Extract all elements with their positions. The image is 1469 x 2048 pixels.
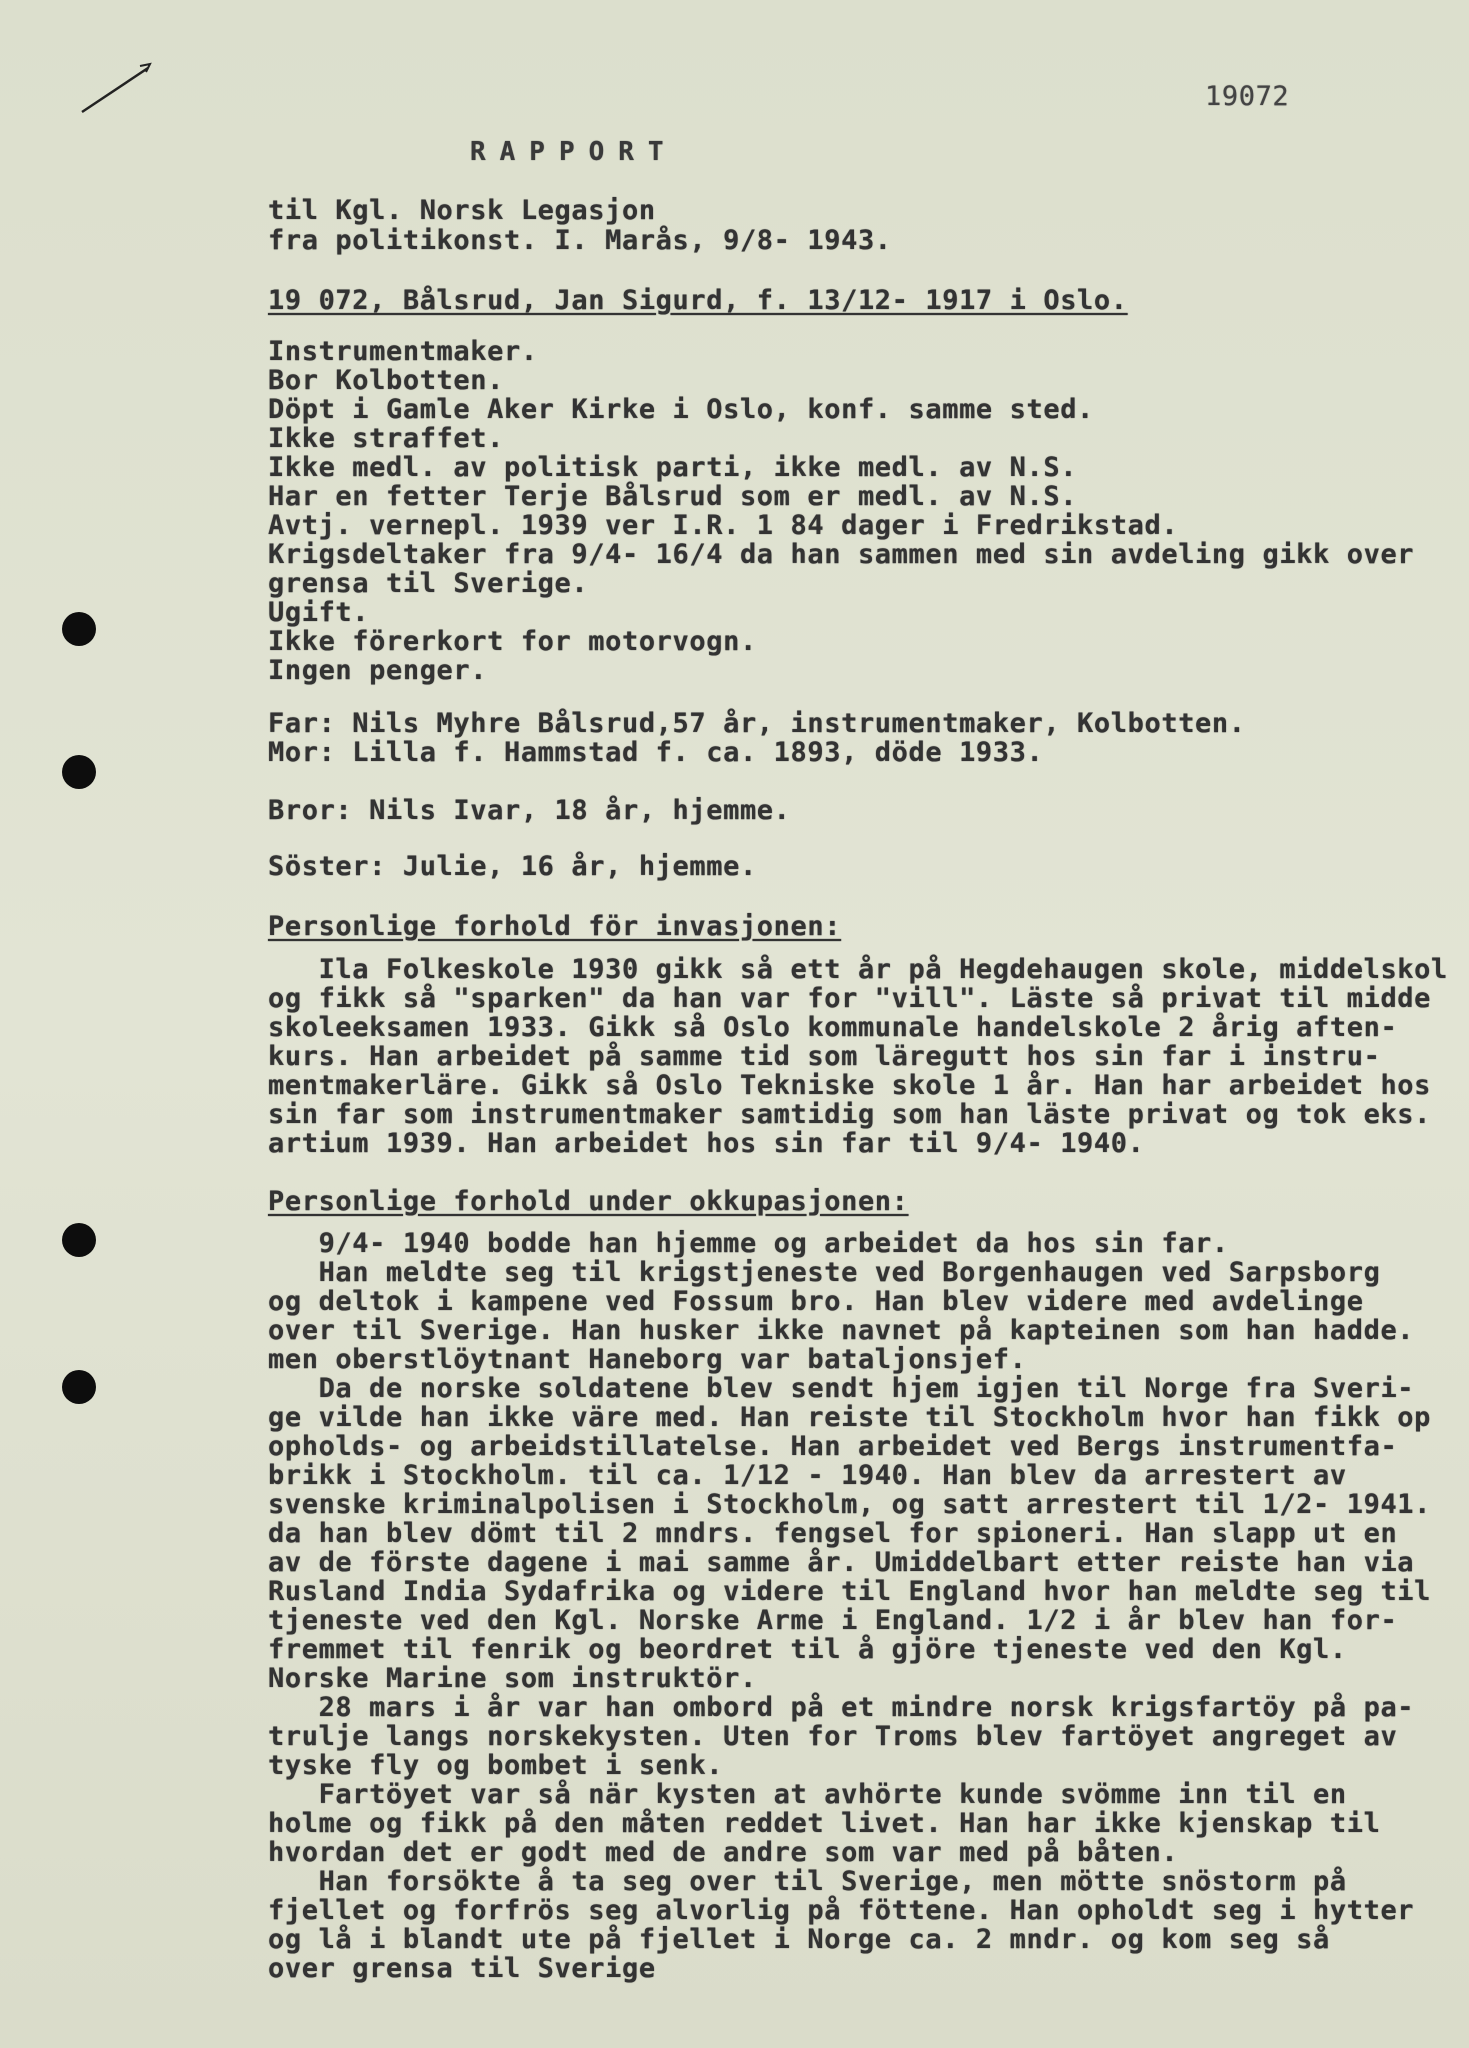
brother-line: Bror: Nils Ivar, 18 år, hjemme. — [268, 795, 791, 826]
paragraph-line: og lå i blandt ute på fjellet i Norge ca. 2 mndr. og kom seg så — [268, 1924, 1330, 1955]
paragraph-line: og deltok i kampene ved Fossum bro. Han blev videre med avdelinge — [268, 1286, 1364, 1317]
paragraph-line: over grensa til Sverige — [268, 1953, 656, 1984]
paragraph-line: og fikk så "sparken" da han var for "vill". Läste så privat til midde — [268, 983, 1432, 1014]
paragraph-line: svenske kriminalpolisen i Stockholm, og satt arrestert til 1/2- 1941. — [268, 1489, 1432, 1520]
header-line: til Kgl. Norsk Legasjon — [268, 195, 656, 226]
header-line: fra politikonst. I. Marås, 9/8- 1943. — [268, 225, 892, 256]
fact-line: Ikke förerkort for motorvogn. — [268, 626, 757, 657]
paragraph-line: Ila Folkeskole 1930 gikk så ett år på Hegdehaugen skole, middelskol — [268, 954, 1448, 985]
paragraph-line: mentmakerläre. Gikk så Oslo Tekniske skole 1 år. Han har arbeidet hos — [268, 1070, 1432, 1101]
paragraph-line: ge vilde han ikke väre med. Han reiste til Stockholm hvor han fikk op — [268, 1402, 1432, 1433]
punch-hole-icon — [62, 1370, 96, 1404]
section-heading-occupation: Personlige forhold under okkupasjonen: — [268, 1186, 909, 1217]
fact-line: Ugift. — [268, 597, 370, 628]
paragraph-line: Da de norske soldatene blev sendt hjem igjen til Norge fra Sveri- — [268, 1373, 1415, 1404]
paragraph-line: brikk i Stockholm. til ca. 1/12 - 1940. Han blev da arrestert av — [268, 1460, 1347, 1491]
punch-hole-icon — [62, 612, 96, 646]
paragraph-line: da han blev dömt til 2 mndrs. fengsel for spioneri. Han slapp ut en — [268, 1518, 1398, 1549]
paragraph-line: Fartöyet var så när kysten at avhörte kunde svömme inn til en — [268, 1779, 1347, 1810]
fact-line: Har en fetter Terje Bålsrud som er medl. av N.S. — [268, 481, 1078, 512]
paragraph-line: fjellet og forfrös seg alvorlig på föttene. Han opholdt seg i hytter — [268, 1895, 1415, 1926]
paragraph-line: Han forsökte å ta seg over til Sverige, men mötte snöstorm på — [268, 1866, 1347, 1897]
subject-line: 19 072, Bålsrud, Jan Sigurd, f. 13/12- 1917 i Oslo. — [268, 285, 1128, 316]
paragraph-line: Rusland India Sydafrika og videre til England hvor han meldte seg til — [268, 1576, 1432, 1607]
fact-line: Ikke medl. av politisk parti, ikke medl. av N.S. — [268, 452, 1078, 483]
fact-line: Ingen penger. — [268, 655, 488, 686]
paragraph-line: skoleeksamen 1933. Gikk så Oslo kommunale handelskole 2 årig aften- — [268, 1012, 1398, 1043]
document-number: 19072 — [1205, 81, 1290, 112]
fact-line: Bor Kolbotten. — [268, 365, 504, 396]
paragraph-line: 28 mars i år var han ombord på et mindre norsk krigsfartöy på pa- — [268, 1692, 1415, 1723]
fact-line: Avtj. vernepl. 1939 ver I.R. 1 84 dager i Fredrikstad. — [268, 510, 1179, 541]
paragraph-line: fremmet til fenrik og beordret til å gjöre tjeneste ved den Kgl. — [268, 1634, 1347, 1665]
paragraph-line: holme og fikk på den måten reddet livet. Han har ikke kjenskap til — [268, 1808, 1381, 1839]
paragraph-line: Norske Marine som instruktör. — [268, 1663, 757, 1694]
paragraph-line: tyske fly og bombet i senk. — [268, 1750, 724, 1781]
mother-line: Mor: Lilla f. Hammstad f. ca. 1893, döde 1933. — [268, 737, 1044, 768]
paragraph-line: kurs. Han arbeidet på samme tid som läregutt hos sin far i instru- — [268, 1041, 1381, 1072]
paragraph-line: artium 1939. Han arbeidet hos sin far til 9/4- 1940. — [268, 1128, 1145, 1159]
paragraph-line: sin far som instrumentmaker samtidig som han läste privat og tok eks. — [268, 1099, 1432, 1130]
pen-mark-icon — [78, 60, 158, 120]
paragraph-line: men oberstlöytnant Haneborg var bataljonsjef. — [268, 1344, 1027, 1375]
punch-hole-icon — [62, 755, 96, 789]
sister-line: Söster: Julie, 16 år, hjemme. — [268, 851, 757, 882]
report-title: RAPPORT — [470, 137, 678, 167]
paragraph-line: 9/4- 1940 bodde han hjemme og arbeidet da hos sin far. — [268, 1228, 1229, 1259]
fact-line: Instrumentmaker. — [268, 336, 538, 367]
fact-line: Krigsdeltaker fra 9/4- 16/4 da han sammen med sin avdeling gikk over — [268, 539, 1415, 570]
punch-hole-icon — [62, 1223, 96, 1257]
father-line: Far: Nils Myhre Bålsrud,57 år, instrumentmaker, Kolbotten. — [268, 708, 1246, 739]
section-heading-before-invasion: Personlige forhold för invasjonen: — [268, 911, 842, 942]
fact-line: grensa til Sverige. — [268, 568, 589, 599]
paragraph-line: over til Sverige. Han husker ikke navnet på kapteinen som han hadde. — [268, 1315, 1415, 1346]
fact-line: Ikke straffet. — [268, 423, 504, 454]
paragraph-line: Han meldte seg til krigstjeneste ved Borgenhaugen ved Sarpsborg — [268, 1257, 1381, 1288]
fact-line: Döpt i Gamle Aker Kirke i Oslo, konf. samme sted. — [268, 394, 1094, 425]
paragraph-line: opholds- og arbeidstillatelse. Han arbeidet ved Bergs instrumentfa- — [268, 1431, 1398, 1462]
paragraph-line: tjeneste ved den Kgl. Norske Arme i England. 1/2 i år blev han for- — [268, 1605, 1398, 1636]
paragraph-line: hvordan det er godt med de andre som var med på båten. — [268, 1837, 1179, 1868]
paragraph-line: trulje langs norskekysten. Uten for Troms blev fartöyet angreget av — [268, 1721, 1398, 1752]
paragraph-line: av de förste dagene i mai samme år. Umiddelbart etter reiste han via — [268, 1547, 1415, 1578]
